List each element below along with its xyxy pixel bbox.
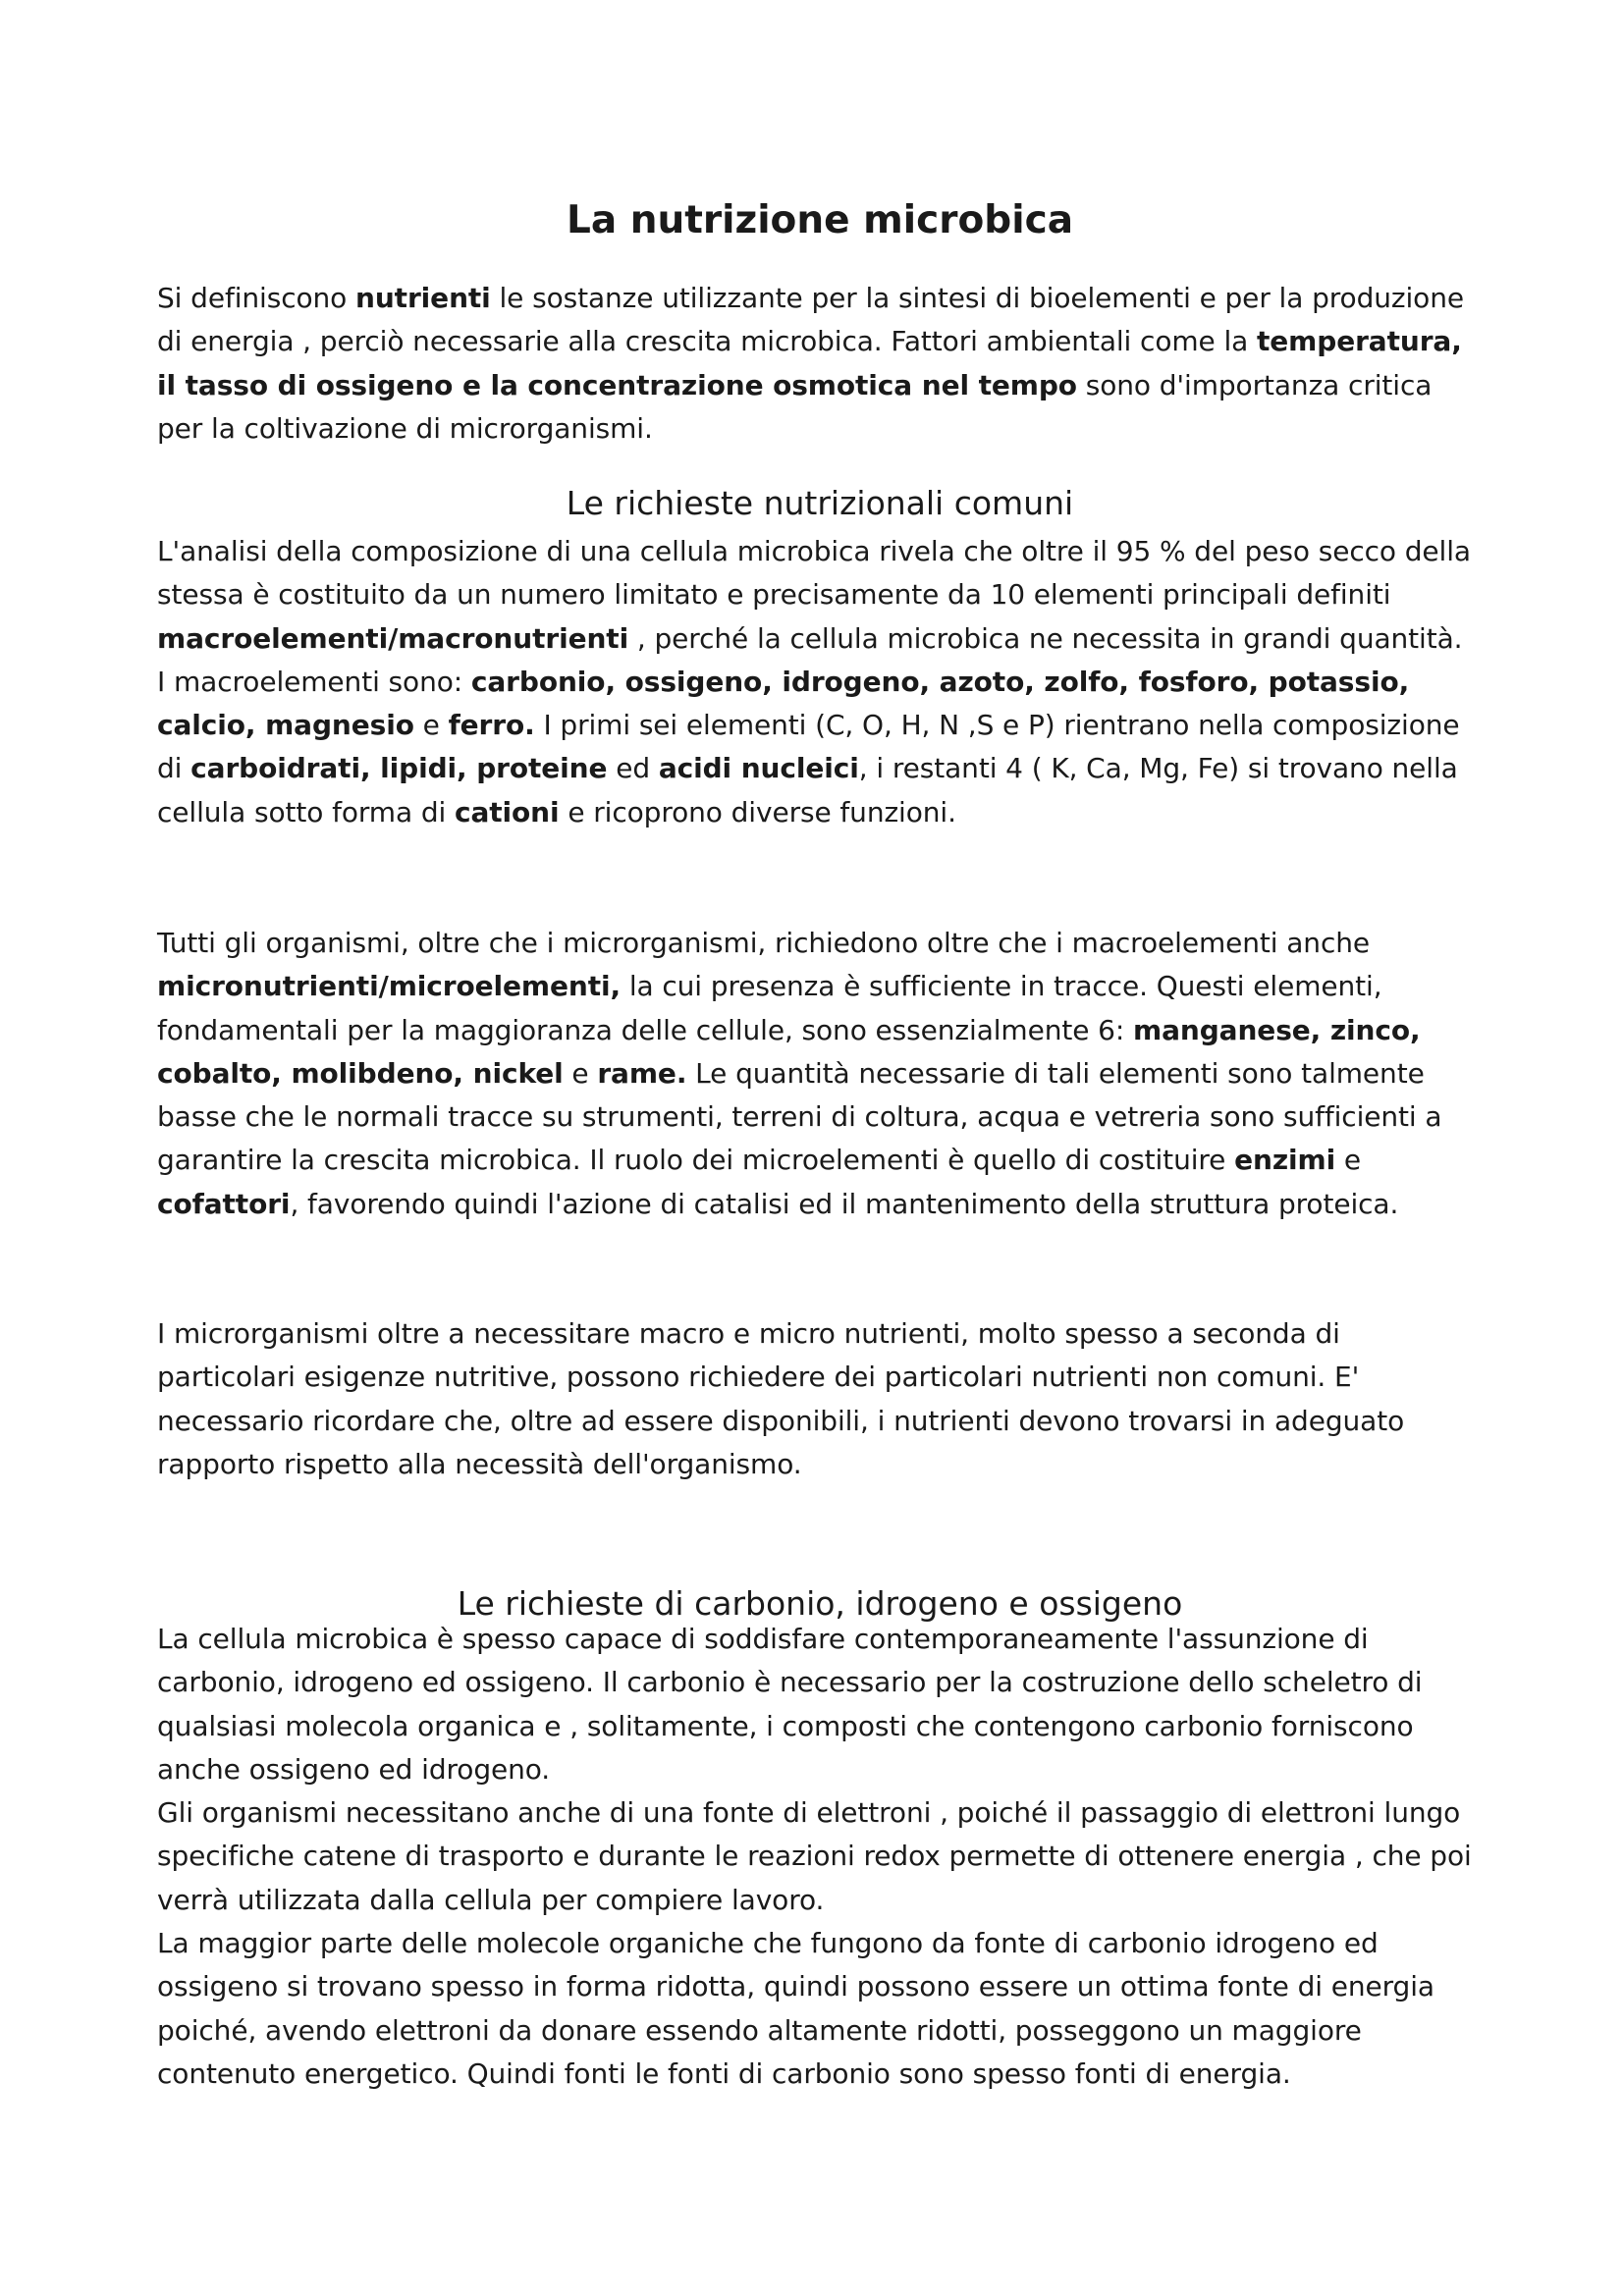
chon-paragraph: La cellula microbica è spesso capace di soddisfare contemporaneamente l'assunzione di carbonio, idrogeno ed ossigeno. Il carbonio è necessario per la costruzione dello scheletro di qualsiasi molecola organica e , solitamente, i composti che contengono carbonio forniscono anche ossigeno ed idrogeno. Gli organismi necessitano anche di una fonte di elettroni , poiché il passaggio di elettroni lungo specifiche catene di trasporto e durante le reazioni redox permette di ottenere energia , che poi verrà utilizzata dalla cellula per compiere lavoro. La maggior parte delle molecole organiche che fungono da fonte di carbonio idrogeno ed ossigeno si trovano spesso in forma ridotta, quindi possono essere un ottima fonte di energia poiché, avendo elettroni da donare essendo altamente ridotti, posseggono un maggiore contenuto energetico. Quindi fonti le fonti di carbonio sono spesso fonti di energia. <box>157 1623 1472 2090</box>
intro-paragraph: Si definiscono nutrienti le sostanze utilizzante per la sintesi di bioelementi e per la produzione di energia , perciò necessarie alla crescita microbica. Fattori ambientali come la temperatura, il tasso di ossigeno e la concentrazione osmotica nel tempo sono d'importanza critica per la coltivazione di microrganismi. <box>157 282 1464 445</box>
page-title: La nutrizione microbica <box>566 198 1074 242</box>
macroelements-paragraph: L'analisi della composizione di una cellula microbica rivela che oltre il 95 % del peso secco della stessa è costituito da un numero limitato e precisamente da 10 elementi principali definiti macroelementi/macronutrienti , perché la cellula microbica ne necessita in grandi quantità. I macroelementi sono: carbonio, ossigeno, idrogeno, azoto, zolfo, fosforo, potassio, calcio, magnesio e ferro. I primi sei elementi (C, O, H, N ,S e P) rientrano nella composizione di carboidrati, lipidi, proteine ed acidi nucleici, i restanti 4 ( K, Ca, Mg, Fe) si trovano nella cellula sotto forma di cationi e ricoprono diverse funzioni. <box>157 535 1471 828</box>
microelements-paragraph: Tutti gli organismi, oltre che i microrganismi, richiedono oltre che i macroelementi anche micronutrienti/microelementi, la cui presenza è sufficiente in tracce. Questi elementi, fondamentali per la maggioranza delle cellule, sono essenzialmente 6: manganese, zinco, cobalto, molibdeno, nickel e rame. Le quantità necessarie di tali elementi sono talmente basse che le normali tracce su strumenti, terreni di coltura, acqua e vetreria sono sufficienti a garantire la crescita microbica. Il ruolo dei microelementi è quello di costituire enzimi e cofattori, favorendo quindi l'azione di catalisi ed il mantenimento della struttura proteica. <box>157 927 1442 1220</box>
section-heading-common-requirements: Le richieste nutrizionali comuni <box>566 484 1074 522</box>
special-nutrients-paragraph: I microrganismi oltre a necessitare macro e micro nutrienti, molto spesso a seconda di particolari esigenze nutritive, possono richiedere dei particolari nutrienti non comuni. E' necessario ricordare che, oltre ad essere disponibili, i nutrienti devono trovarsi in adeguato rapporto rispetto alla necessità dell'organismo. <box>157 1317 1405 1480</box>
section-heading-chon: Le richieste di carbonio, idrogeno e ossigeno <box>457 1584 1183 1623</box>
